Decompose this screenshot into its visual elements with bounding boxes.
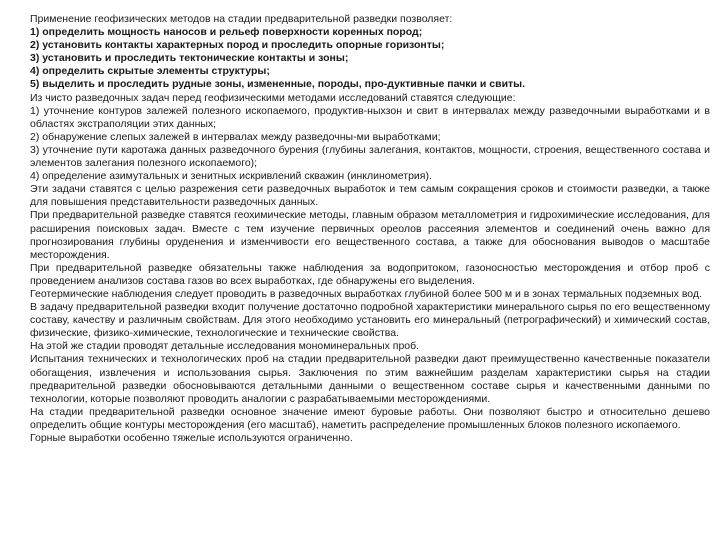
paragraph: 1) уточнение контуров залежей полезного ископаемого, продуктив-ныхзон и свит в интервалах между разведочными выработками и в областях экстраполяции этих данных; — [30, 104, 710, 130]
bold-list-item-1: 1) определить мощность наносов и рельеф поверхности коренных пород; — [30, 26, 423, 39]
document-body — [30, 13, 710, 445]
paragraph: Горные выработки особенно тяжелые используются ограниченно. — [30, 432, 353, 444]
paragraph: На этой же стадии проводят детальные исследования мономинеральных проб. — [30, 340, 420, 353]
paragraph: 2) обнаружение слепых залежей в интервалах между разведочны-ми выработками; — [30, 130, 441, 143]
paragraph: Геотермические наблюдения следует проводить в разведочных выработках глубиной более 500 м и в зонах термальных подземных вод. — [30, 287, 702, 300]
paragraph: Из чисто разведочных задач перед геофизическими методами исследований ставятся следующие: — [30, 91, 516, 104]
paragraph: При предварительной разведке ставятся геохимические методы, главным образом металлометрия и гидрохимические исследования, для расширения поисковых задач. Вместе с тем изучение первичных ореолов рассеяния элементов и соединений очень важно для прогнозирования глубины оруденения и изменчивости его вещественного состава, а также для обоснования выводов о масштабе месторождения. — [30, 209, 710, 261]
paragraph: В задачу предварительной разведки входит получение достаточно подробной характеристики минерального сырья по его вещественному составу, качеству и различным свойствам. Для этого необходимо установить его минеральный (петрографический) и химический состав, физические, физико-химические, технологические и технические свойства. — [30, 301, 710, 340]
paragraph: 4) определение азимутальных и зенитных искривлений скважин (инклинометрия). — [30, 170, 432, 183]
bold-list-item-4: 4) определить скрытые элементы структуры; — [30, 65, 270, 78]
paragraph: При предварительной разведке обязательны также наблюдения за водопритоком, газоносностью месторождения и отбор проб с проведением анализов состава газов во всех выработках, где обнаружены его выделения. — [30, 261, 710, 287]
bold-list-item-5: 5) выделить и проследить рудные зоны, измененные, породы, про-дуктивные пачки и свиты. — [30, 78, 526, 91]
paragraph: Испытания технических и технологических проб на стадии предварительной разведки дают преимущественно качественные показатели обогащения, извлечения и использования сырья. Заключения по этим важнейшим разделам характеристики сырья на стадии предварительной разведки обосновываются детальными данными о вещественном составе сырья и качественными данными по технологии, которые позволяют проводить аналогии с разрабатываемыми месторождениями. — [30, 353, 710, 405]
paragraph: На стадии предварительной разведки основное значение имеют буровые работы. Они позволяют быстро и относительно дешево определить общие контуры месторождения (его масштаб), наметить распределение промышленных блоков полезного ископаемого. — [30, 405, 710, 431]
bold-list-item-2: 2) установить контакты характерных пород и проследить опорные горизонты; — [30, 39, 445, 52]
paragraph: 3) уточнение пути каротажа данных разведочного бурения (глубины залегания, контактов, мощности, строения, вещественного состава и элементов залегания полезного ископаемого); — [30, 143, 710, 170]
paragraph: Эти задачи ставятся с целью разрежения сети разведочных выработок и тем самым сокращения сроков и стоимости разведки, а также для повышения представительности разведочных данных. — [30, 183, 710, 209]
intro-line: Применение геофизических методов на стадии предварительной разведки позволяет: — [30, 13, 453, 25]
bold-list-item-3: 3) установить и проследить тектонические контакты и зоны; — [30, 52, 349, 65]
